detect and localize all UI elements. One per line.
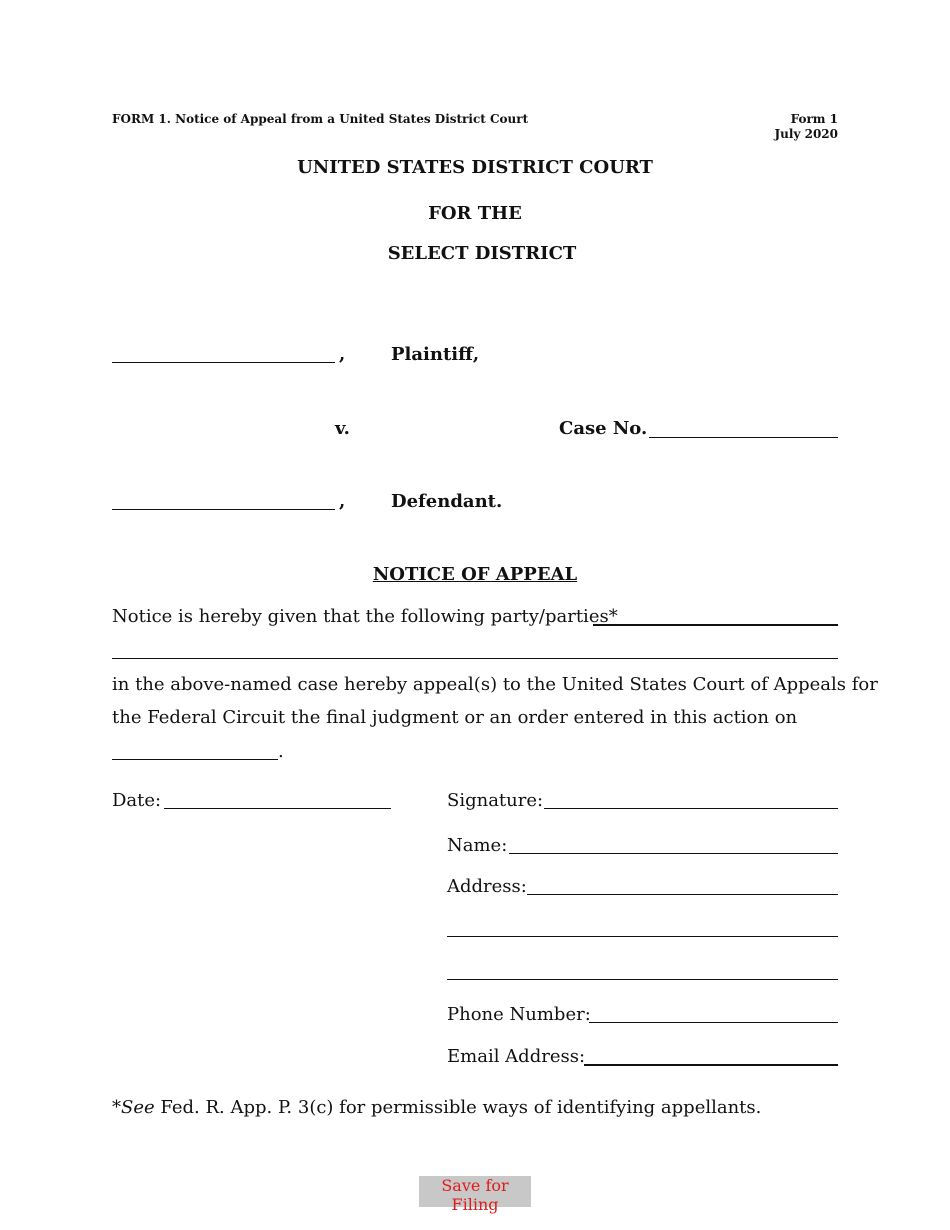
plaintiff-label: Plaintiff, <box>391 344 480 365</box>
order-date-input[interactable] <box>112 740 278 760</box>
address-input-line-3[interactable] <box>447 960 838 980</box>
name-input[interactable] <box>509 834 838 854</box>
form-date: July 2020 <box>774 127 838 141</box>
court-name: UNITED STATES DISTRICT COURT <box>297 157 653 178</box>
date-input[interactable] <box>164 789 391 809</box>
footnote-text: Fed. R. App. P. 3(c) for permissible ways of identifying appellants. <box>154 1097 762 1118</box>
defendant-input[interactable] <box>112 490 335 510</box>
notice-body-line-2: the Federal Circuit the final judgment or an order entered in this action on <box>112 707 798 728</box>
plaintiff-comma: , <box>339 344 346 365</box>
defendant-label: Defendant. <box>391 491 503 512</box>
phone-input[interactable] <box>589 1003 838 1023</box>
versus-label: v. <box>335 418 350 439</box>
case-no-label: Case No. <box>559 418 648 439</box>
address-input-line-2[interactable] <box>447 917 838 937</box>
form-number: Form 1 <box>790 112 838 126</box>
notice-intro: Notice is hereby given that the following party/parties* <box>112 606 618 627</box>
signature-input[interactable] <box>544 789 838 809</box>
date-label: Date: <box>112 790 162 811</box>
footnote-see: See <box>121 1097 155 1118</box>
plaintiff-input[interactable] <box>112 343 335 363</box>
name-label: Name: <box>447 835 508 856</box>
form-number-block <box>774 112 838 142</box>
court-for-the: FOR THE <box>428 203 522 224</box>
defendant-comma: , <box>339 491 346 512</box>
address-input-line-1[interactable] <box>527 875 838 895</box>
email-label: Email Address: <box>447 1046 586 1067</box>
phone-label: Phone Number: <box>447 1004 591 1025</box>
order-date-period: . <box>278 741 284 762</box>
footnote <box>112 1097 761 1119</box>
save-for-filing-button[interactable]: Save for Filing <box>419 1176 531 1207</box>
district-select[interactable]: SELECT DISTRICT <box>387 243 577 264</box>
parties-input-continued[interactable] <box>112 639 838 659</box>
notice-title: NOTICE OF APPEAL <box>372 564 578 585</box>
footnote-asterisk: * <box>112 1097 121 1118</box>
email-input[interactable] <box>584 1046 838 1066</box>
notice-body-line-1: in the above-named case hereby appeal(s) to the United States Court of Appeals for <box>112 674 878 695</box>
signature-label: Signature: <box>447 790 544 811</box>
address-label: Address: <box>447 876 527 897</box>
parties-input[interactable] <box>593 606 838 626</box>
case-no-input[interactable] <box>649 418 838 438</box>
form-title: FORM 1. Notice of Appeal from a United States District Court <box>112 112 529 126</box>
